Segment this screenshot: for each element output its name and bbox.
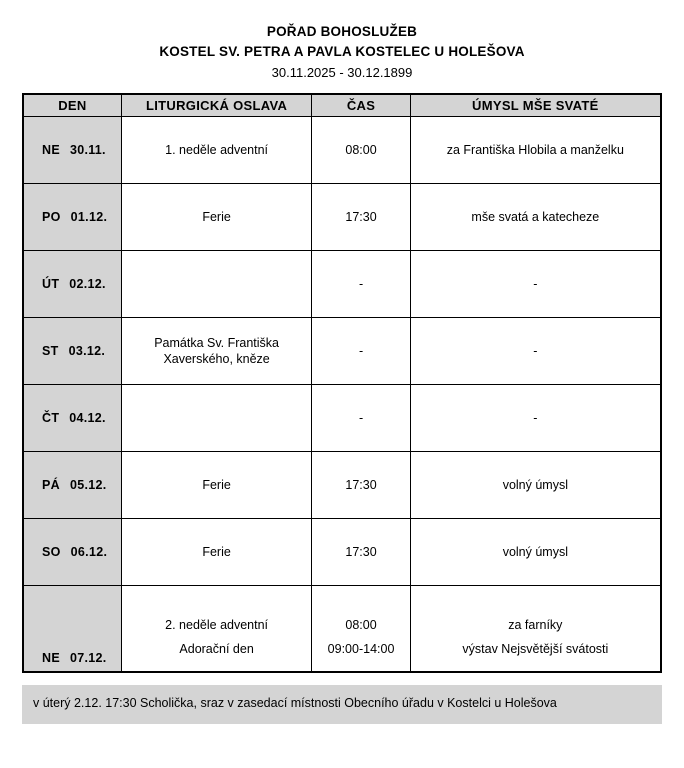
day-abbrev: NE [42, 143, 60, 157]
cell-day [23, 519, 121, 586]
day-date: 06.12. [70, 545, 108, 559]
church-name: KOSTEL SV. PETRA A PAVLA KOSTELEC U HOLEŠOVA [159, 44, 525, 59]
cell-time: 17:30 [312, 519, 410, 586]
cell-celebration: 1. neděle adventní [121, 117, 312, 184]
page-title: POŘAD BOHOSLUŽEB [266, 24, 418, 39]
cell-intention: mše svatá a katecheze [410, 184, 661, 251]
cell-intention: - [410, 385, 661, 452]
cell-celebration: Ferie [121, 452, 312, 519]
day-date: 03.12. [68, 344, 106, 358]
column-header-intention: ÚMYSL MŠE SVATÉ [410, 94, 661, 117]
cell-intention: za Františka Hlobila a manželku [410, 117, 661, 184]
cell-time: 08:00 [312, 117, 410, 184]
column-header-celebration: LITURGICKÁ OSLAVA [121, 94, 312, 117]
day-date: 05.12. [69, 478, 107, 492]
day-abbrev: ČT [42, 411, 60, 425]
table-row [23, 318, 661, 385]
cell-intention: za farníky [410, 586, 661, 640]
cell-intention: volný úmysl [410, 519, 661, 586]
footer-note: v úterý 2.12. 17:30 Scholička, sraz v zasedací místnosti Obecního úřadu v Kostelci u Holešova [22, 685, 662, 724]
day-abbrev: ÚT [42, 277, 60, 291]
cell-celebration [121, 385, 312, 452]
schedule-table [22, 93, 662, 673]
cell-celebration: 2. neděle adventní [121, 586, 312, 640]
day-date: 30.11. [69, 143, 106, 157]
column-header-time: ČAS [312, 94, 410, 117]
cell-time: - [312, 385, 410, 452]
cell-intention: volný úmysl [410, 452, 661, 519]
column-header-day: DEN [23, 94, 121, 117]
table-header-row [23, 94, 661, 117]
cell-time: 17:30 [312, 452, 410, 519]
cell-time: - [312, 318, 410, 385]
table-row [23, 452, 661, 519]
cell-time: 08:00 [312, 586, 410, 640]
cell-day [23, 452, 121, 519]
day-date: 07.12. [69, 651, 107, 665]
cell-day [23, 184, 121, 251]
day-date: 04.12. [69, 411, 106, 425]
day-abbrev: ST [42, 344, 59, 358]
table-row [23, 385, 661, 452]
cell-day [23, 586, 121, 673]
cell-celebration [121, 251, 312, 318]
cell-celebration: Památka Sv. Františka Xaverského, kněze [121, 318, 312, 385]
date-range: 30.11.2025 - 30.12.1899 [271, 65, 413, 80]
cell-day [23, 385, 121, 452]
cell-celebration: Ferie [121, 184, 312, 251]
day-abbrev: PÁ [42, 478, 60, 492]
cell-time: - [312, 251, 410, 318]
table-row [23, 251, 661, 318]
day-abbrev: PO [42, 210, 61, 224]
table-row [23, 586, 661, 640]
table-row [23, 117, 661, 184]
cell-intention: - [410, 318, 661, 385]
day-abbrev: NE [42, 651, 60, 665]
day-date: 01.12. [70, 210, 108, 224]
table-row [23, 184, 661, 251]
cell-intention: - [410, 251, 661, 318]
cell-day [23, 117, 121, 184]
schedule-table-wrapper [22, 93, 662, 673]
day-abbrev: SO [42, 545, 61, 559]
cell-intention-secondary: výstav Nejsvětější svátosti [410, 639, 661, 672]
cell-celebration-secondary: Adorační den [121, 639, 312, 672]
document-header [0, 0, 684, 84]
cell-day [23, 318, 121, 385]
table-row [23, 519, 661, 586]
cell-celebration: Ferie [121, 519, 312, 586]
cell-time: 17:30 [312, 184, 410, 251]
day-date: 02.12. [69, 277, 106, 291]
cell-day [23, 251, 121, 318]
cell-time-secondary: 09:00-14:00 [312, 639, 410, 672]
